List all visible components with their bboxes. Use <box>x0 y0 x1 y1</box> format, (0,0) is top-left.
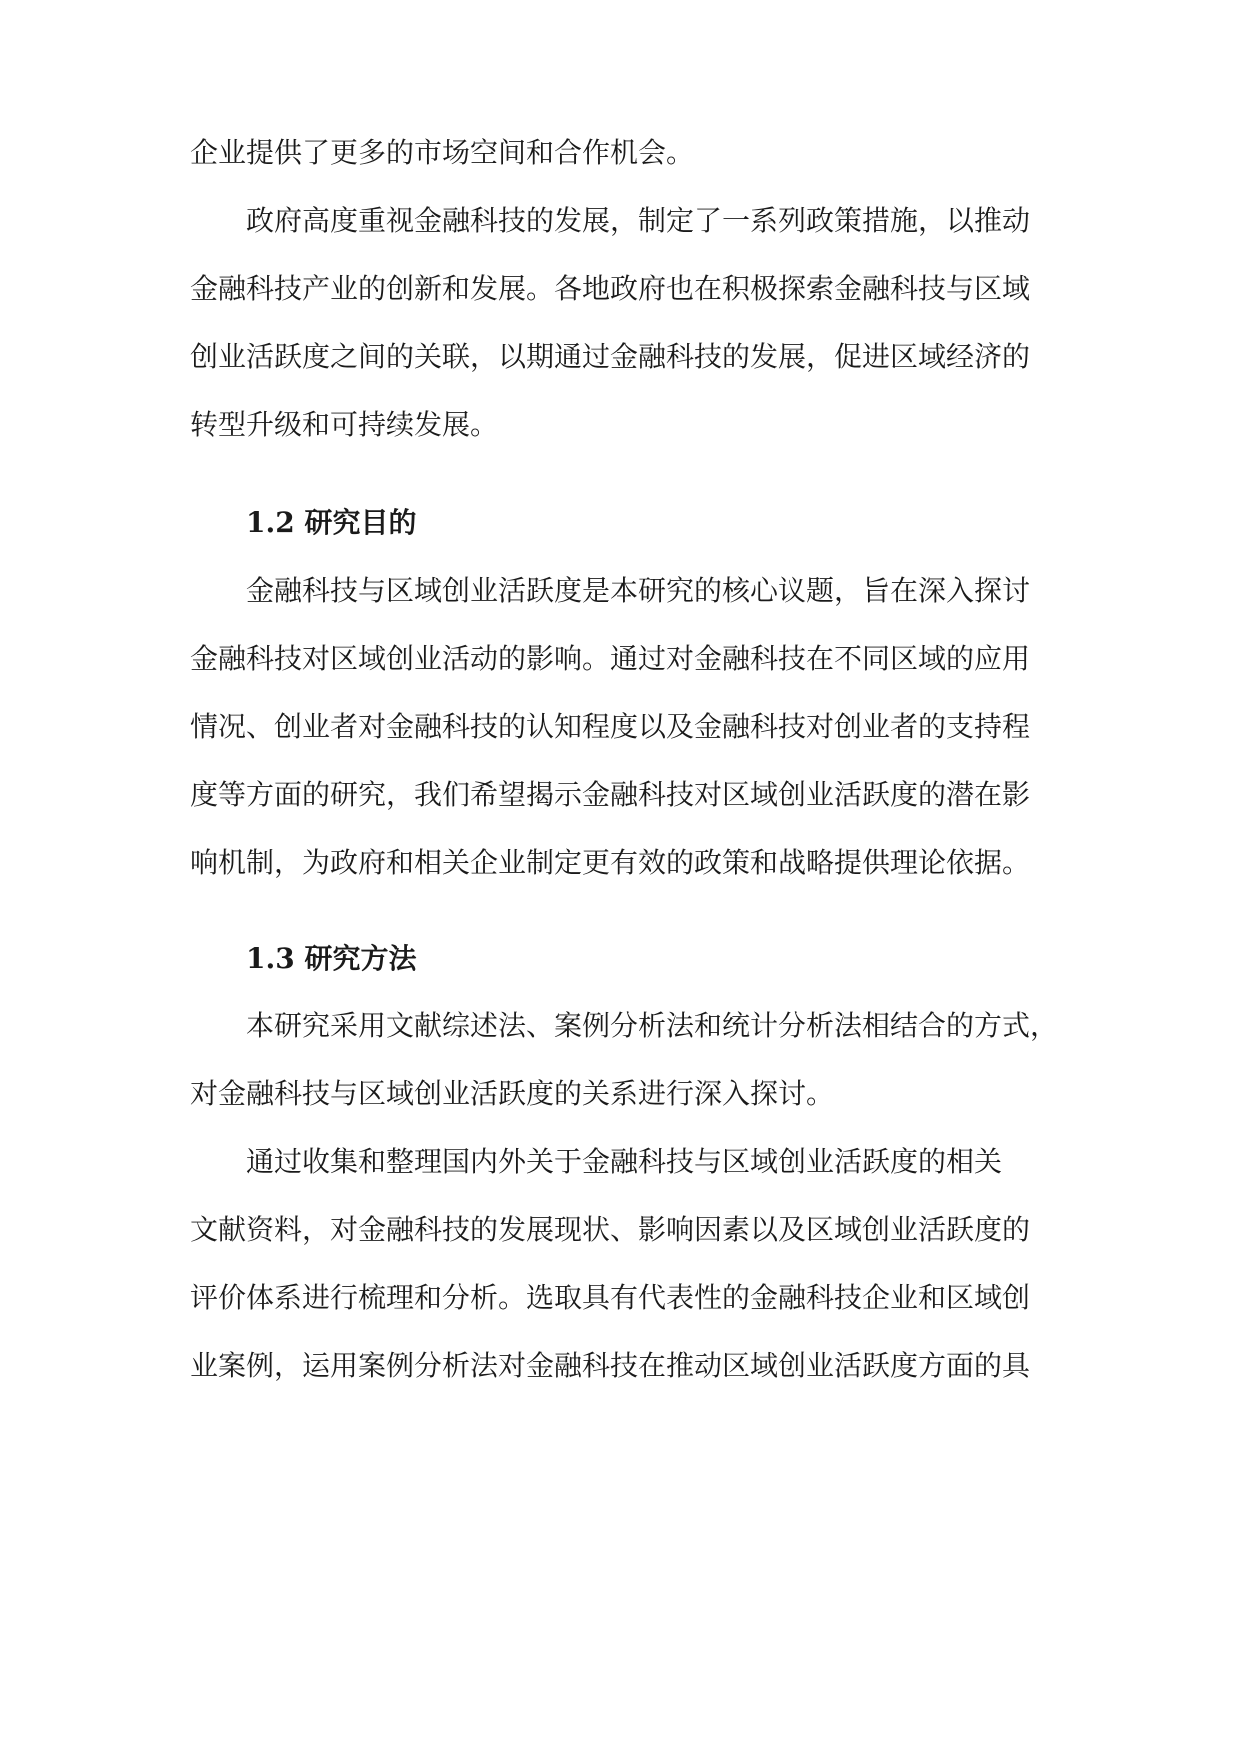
paragraph-line: 情况、创业者对金融科技的认知程度以及金融科技对创业者的支持程 <box>190 710 1031 743</box>
paragraph-line: 企业提供了更多的市场空间和合作机会。 <box>190 136 695 169</box>
paragraph-line: 金融科技对区域创业活动的影响。通过对金融科技在不同区域的应用 <box>190 642 1031 675</box>
paragraph-line: 金融科技产业的创新和发展。各地政府也在积极探索金融科技与区域 <box>190 272 1031 305</box>
paragraph-line: 通过收集和整理国内外关于金融科技与区域创业活跃度的相关 <box>246 1145 1003 1178</box>
paragraph-line: 本研究采用文献综述法、案例分析法和统计分析法相结合的方式， <box>246 1009 1059 1042</box>
paragraph-line: 文献资料，对金融科技的发展现状、影响因素以及区域创业活跃度的 <box>190 1213 1031 1246</box>
section-heading-1-3: 1.3 研究方法 <box>246 942 417 975</box>
paragraph-line: 转型升级和可持续发展。 <box>190 408 499 441</box>
paragraph-line: 对金融科技与区域创业活跃度的关系进行深入探讨。 <box>190 1077 835 1110</box>
paragraph-line: 业案例，运用案例分析法对金融科技在推动区域创业活跃度方面的具 <box>190 1349 1031 1382</box>
section-heading-1-2: 1.2 研究目的 <box>246 506 417 539</box>
paragraph-line: 评价体系进行梳理和分析。选取具有代表性的金融科技企业和区域创 <box>190 1281 1031 1314</box>
paragraph-line: 响机制，为政府和相关企业制定更有效的政策和战略提供理论依据。 <box>190 846 1031 879</box>
paragraph-line: 金融科技与区域创业活跃度是本研究的核心议题，旨在深入探讨 <box>246 574 1031 607</box>
paragraph-line: 创业活跃度之间的关联，以期通过金融科技的发展，促进区域经济的 <box>190 340 1031 373</box>
paragraph-line: 政府高度重视金融科技的发展，制定了一系列政策措施，以推动 <box>246 204 1031 237</box>
paragraph-line: 度等方面的研究，我们希望揭示金融科技对区域创业活跃度的潜在影 <box>190 778 1031 811</box>
